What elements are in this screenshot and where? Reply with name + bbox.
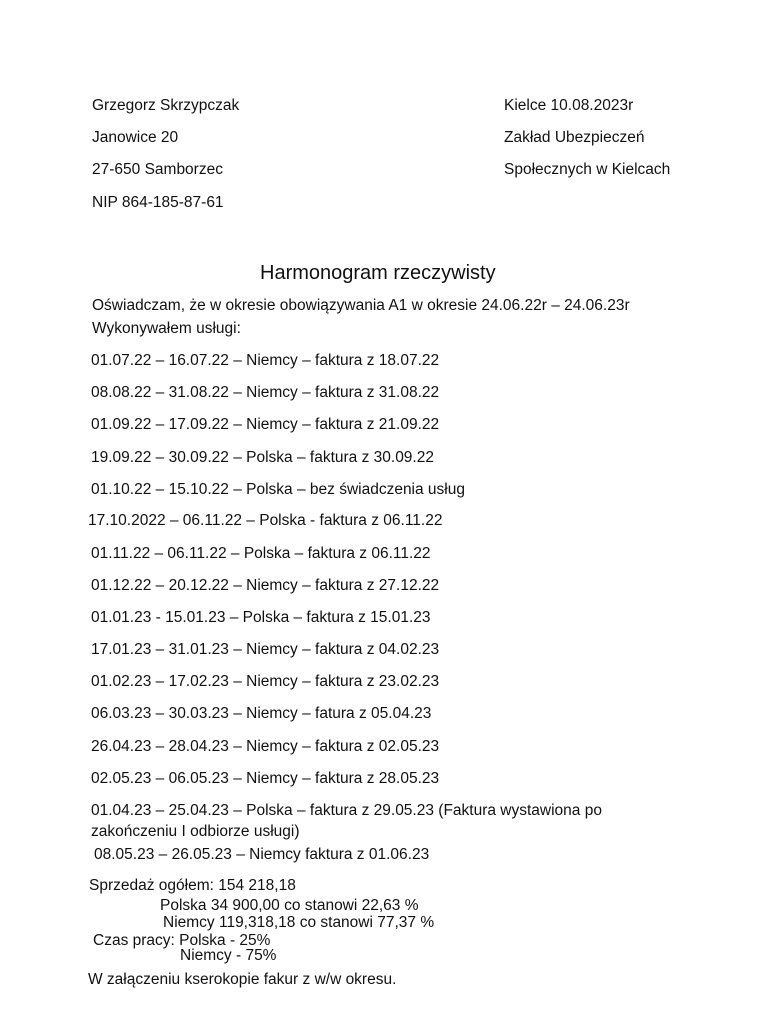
intro-line2: Wykonywałem usługi: <box>92 320 241 337</box>
list-item: 01.11.22 – 06.11.22 – Polska – faktura z 06.11.22 <box>91 545 431 562</box>
sender-nip: NIP 864-185-87-61 <box>92 194 224 211</box>
list-item: 17.10.2022 – 06.11.22 – Polska - faktura z 06.11.22 <box>88 512 443 529</box>
sender-city: 27-650 Samborzec <box>92 161 223 178</box>
work-time-poland: Czas pracy: Polska - 25% <box>93 932 271 949</box>
list-item: 02.05.23 – 06.05.23 – Niemcy – faktura z 28.05.23 <box>91 770 440 787</box>
sales-total: Sprzedaż ogółem: 154 218,18 <box>89 877 296 894</box>
sender-street: Janowice 20 <box>92 129 179 146</box>
list-item: 01.09.22 – 17.09.22 – Niemcy – faktura z 21.09.22 <box>91 416 440 433</box>
sender-name: Grzegorz Skrzypczak <box>92 97 240 114</box>
list-item-last: 08.05.23 – 26.05.23 – Niemcy faktura z 01.06.23 <box>94 846 430 863</box>
sales-germany: Niemcy 119,318,18 co stanowi 77,37 % <box>163 914 435 931</box>
list-item: 01.02.23 – 17.02.23 – Niemcy – faktura z 23.02.23 <box>91 673 440 690</box>
list-item: 26.04.23 – 28.04.23 – Niemcy – faktura z 02.05.23 <box>91 738 440 755</box>
document-title: Harmonogram rzeczywisty <box>260 262 496 284</box>
list-item-long-line2: zakończeniu I odbiorze usługi) <box>91 823 300 840</box>
list-item: 17.01.23 – 31.01.23 – Niemcy – faktura z 04.02.23 <box>91 641 440 658</box>
list-item-long-line1: 01.04.23 – 25.04.23 – Polska – faktura z 29.05.23 (Faktura wystawiona po <box>91 802 602 819</box>
recipient-line1: Zakład Ubezpieczeń <box>504 129 645 146</box>
recipient-line2: Społecznych w Kielcach <box>504 161 671 178</box>
list-item: 06.03.23 – 30.03.23 – Niemcy – fatura z 05.04.23 <box>91 705 432 722</box>
work-time-germany: Niemcy - 75% <box>180 947 277 964</box>
list-item: 08.08.22 – 31.08.22 – Niemcy – faktura z 31.08.22 <box>91 384 440 401</box>
intro-line1: Oświadczam, że w okresie obowiązywania A1 w okresie 24.06.22r – 24.06.23r <box>92 297 630 314</box>
list-item: 01.01.23 - 15.01.23 – Polska – faktura z 15.01.23 <box>91 609 431 626</box>
list-item: 01.07.22 – 16.07.22 – Niemcy – faktura z 18.07.22 <box>91 352 440 369</box>
place-date: Kielce 10.08.2023r <box>504 97 634 114</box>
list-item: 01.12.22 – 20.12.22 – Niemcy – faktura z 27.12.22 <box>91 577 440 594</box>
list-item: 01.10.22 – 15.10.22 – Polska – bez świadczenia usług <box>91 481 465 498</box>
sales-poland: Polska 34 900,00 co stanowi 22,63 % <box>160 897 419 914</box>
list-item: 19.09.22 – 30.09.22 – Polska – faktura z 30.09.22 <box>91 449 434 466</box>
attachment-note: W załączeniu kserokopie fakur z w/w okresu. <box>88 971 397 988</box>
